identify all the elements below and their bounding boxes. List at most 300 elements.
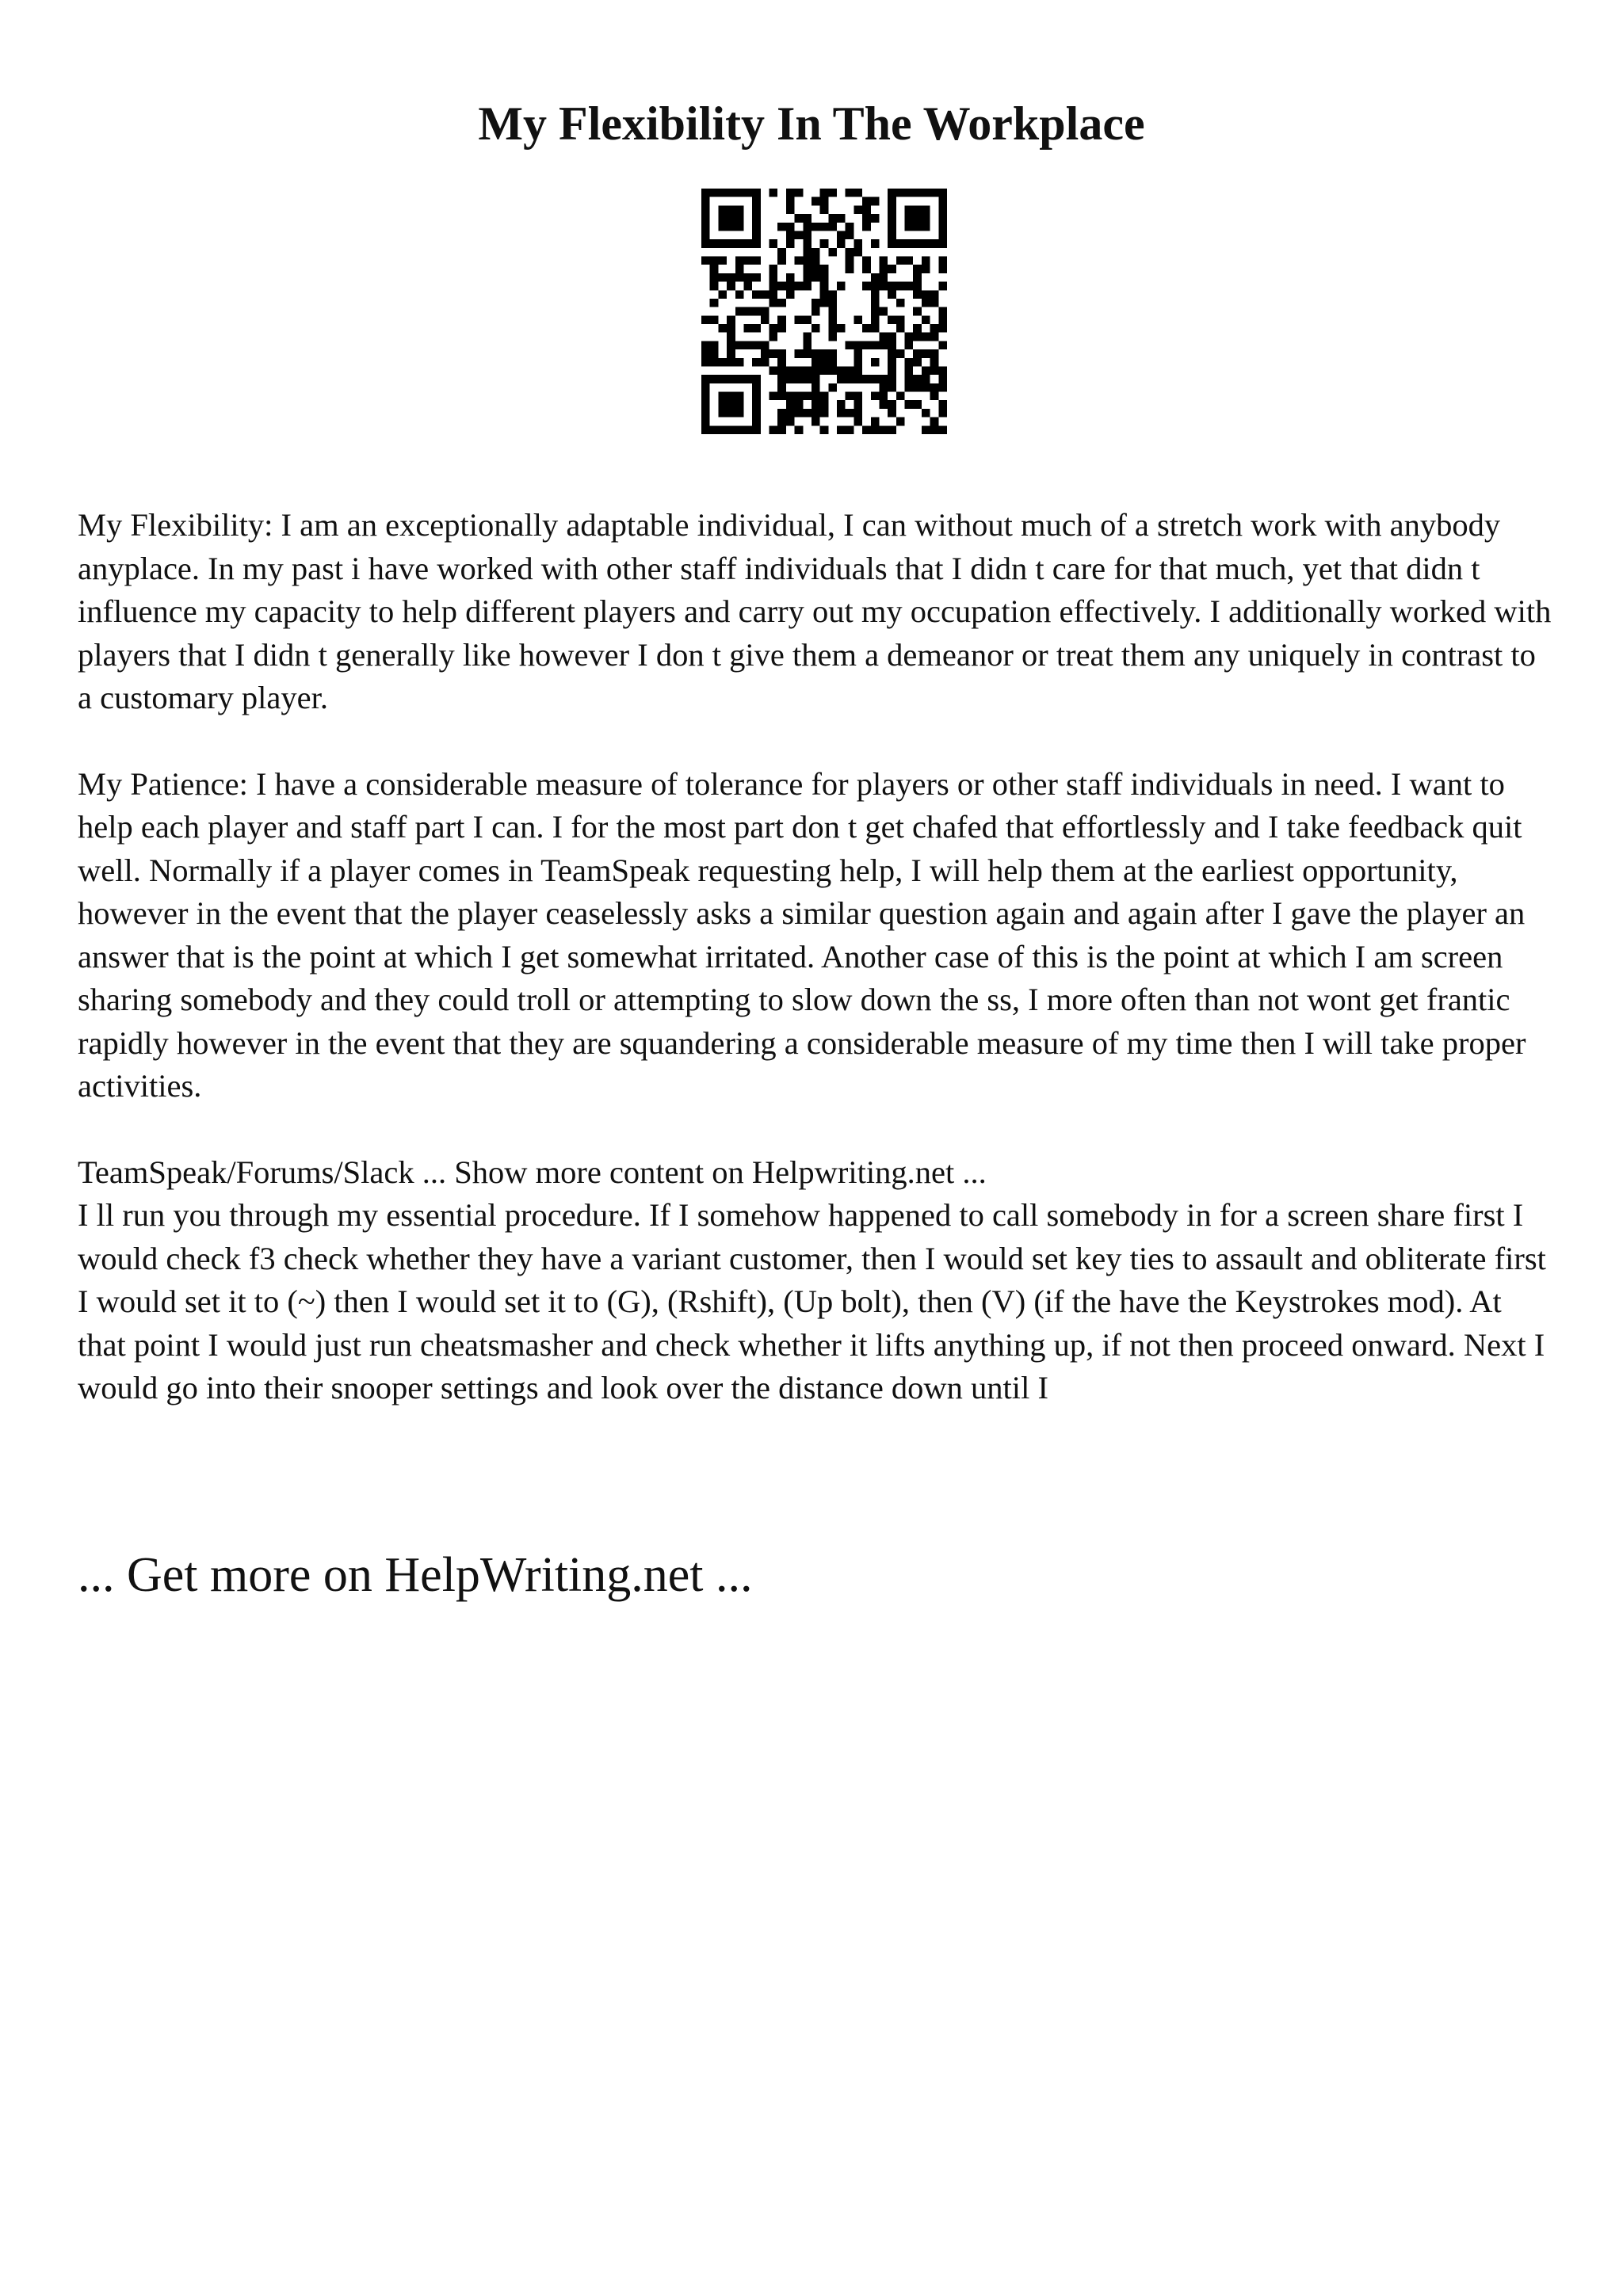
qr-module — [922, 315, 930, 324]
qr-module — [701, 231, 710, 239]
qr-module — [786, 282, 795, 291]
qr-module — [803, 282, 812, 291]
qr-module — [795, 375, 804, 383]
qr-module — [735, 239, 744, 248]
qr-module — [718, 257, 727, 265]
qr-module — [862, 425, 871, 434]
qr-module — [761, 349, 769, 358]
qr-module — [718, 358, 727, 367]
qr-module — [862, 197, 871, 206]
qr-module — [718, 392, 727, 401]
qr-module — [879, 307, 888, 316]
qr-module — [888, 290, 896, 299]
qr-module — [888, 214, 896, 223]
qr-module — [871, 307, 880, 316]
qr-module — [846, 375, 854, 383]
qr-module — [701, 358, 710, 367]
qr-module — [718, 425, 727, 434]
qr-module — [786, 197, 795, 206]
qr-module — [735, 358, 744, 367]
qr-module — [938, 257, 947, 265]
qr-module — [752, 358, 761, 367]
qr-module — [930, 324, 939, 333]
qr-module — [727, 282, 735, 291]
show-more-line[interactable]: TeamSpeak/Forums/Slack ... Show more content on Helpwriting.net ... — [78, 1154, 987, 1190]
qr-module — [820, 366, 829, 375]
qr-module — [803, 223, 812, 231]
qr-module — [710, 315, 719, 324]
qr-module — [888, 239, 896, 248]
qr-module — [820, 349, 829, 358]
qr-module — [846, 425, 854, 434]
qr-module — [795, 400, 804, 409]
qr-module — [710, 299, 719, 307]
qr-module — [727, 409, 735, 418]
qr-module — [735, 290, 744, 299]
qr-module — [888, 341, 896, 349]
qr-module — [879, 383, 888, 392]
qr-module — [710, 358, 719, 367]
qr-module — [769, 189, 778, 197]
qr-module — [752, 341, 761, 349]
qr-module — [786, 231, 795, 239]
qr-module — [718, 214, 727, 223]
qr-module — [727, 341, 735, 349]
qr-module — [752, 383, 761, 392]
qr-module — [777, 324, 786, 333]
qr-module — [930, 290, 939, 299]
qr-module — [812, 400, 820, 409]
qr-module — [871, 290, 880, 299]
qr-module — [812, 248, 820, 257]
qr-module — [922, 333, 930, 341]
qr-module — [820, 290, 829, 299]
qr-module — [888, 315, 896, 324]
qr-code-icon — [701, 189, 947, 434]
paragraph-flexibility: My Flexibility: I am an exceptionally adaptable individual, I can without much of a stretch work with anybody anyplace. In my past i have worked with other staff individuals that I didn t care for that much, yet that didn t influence my capacity to help different players and carry out my occupation effectively. I additionally worked with players that I didn t generally like however I don t give them a demeanor or treat them any uniquely in contrast to a customary player. — [78, 507, 1552, 715]
qr-module — [735, 392, 744, 401]
qr-module — [854, 418, 862, 426]
qr-module — [888, 223, 896, 231]
qr-module — [710, 265, 719, 273]
qr-module — [786, 392, 795, 401]
qr-module — [879, 333, 888, 341]
qr-module — [938, 231, 947, 239]
qr-module — [896, 257, 905, 265]
qr-module — [769, 290, 778, 299]
qr-module — [786, 409, 795, 418]
qr-module — [735, 214, 744, 223]
qr-module — [710, 349, 719, 358]
qr-module — [846, 265, 854, 273]
qr-module — [896, 299, 905, 307]
qr-module — [922, 205, 930, 214]
qr-module — [820, 299, 829, 307]
qr-module — [938, 205, 947, 214]
qr-module — [701, 392, 710, 401]
qr-module — [913, 375, 922, 383]
qr-module — [922, 239, 930, 248]
qr-module — [913, 307, 922, 316]
qr-module — [905, 257, 914, 265]
qr-module — [828, 333, 837, 341]
qr-module — [769, 324, 778, 333]
qr-module — [786, 400, 795, 409]
qr-module — [862, 205, 871, 214]
qr-module — [701, 383, 710, 392]
qr-module — [854, 349, 862, 358]
qr-module — [846, 341, 854, 349]
qr-module — [938, 409, 947, 418]
qr-module — [938, 324, 947, 333]
qr-module — [922, 290, 930, 299]
qr-module — [862, 282, 871, 291]
qr-module — [812, 375, 820, 383]
qr-module — [888, 282, 896, 291]
qr-module — [820, 223, 829, 231]
qr-module — [905, 366, 914, 375]
qr-module — [846, 366, 854, 375]
qr-module — [828, 223, 837, 231]
qr-module — [795, 349, 804, 358]
qr-module — [735, 265, 744, 273]
qr-module — [871, 341, 880, 349]
qr-module — [846, 223, 854, 231]
qr-module — [761, 307, 769, 316]
qr-module — [871, 358, 880, 367]
qr-module — [930, 383, 939, 392]
qr-module — [803, 333, 812, 341]
paragraph-patience: My Patience: I have a considerable measure of tolerance for players or other staff individuals in need. I want to help each player and staff part I can. I for the most part don t get chafed that effortlessly and I take feedback quit well. Normally if a player comes in TeamSpeak requesting help, I will help them at the earliest opportunity, however in the event that the player ceaselessly asks a similar question again and again after I gave the player an answer that is the point at which I get somewhat irritated. Another case of this is the point at which I am screen sharing somebody and they could troll or attempting to slow down the ss, I more often than not wont get frantic rapidly however in the event that they are squandering a considerable measure of my time then I will take proper activities. — [78, 765, 1526, 1104]
qr-module — [871, 214, 880, 223]
qr-module — [786, 205, 795, 214]
qr-module — [812, 383, 820, 392]
qr-module — [735, 341, 744, 349]
qr-module — [701, 375, 710, 383]
qr-module — [888, 409, 896, 418]
qr-module — [913, 383, 922, 392]
qr-module — [828, 358, 837, 367]
qr-module — [888, 349, 896, 358]
qr-module — [913, 189, 922, 197]
qr-module — [752, 375, 761, 383]
qr-module — [752, 425, 761, 434]
qr-module — [905, 341, 914, 349]
qr-module — [888, 189, 896, 197]
qr-module — [710, 257, 719, 265]
qr-module — [786, 239, 795, 248]
qr-module — [871, 273, 880, 282]
qr-module — [938, 197, 947, 206]
qr-module — [938, 265, 947, 273]
qr-module — [701, 205, 710, 214]
qr-module — [905, 189, 914, 197]
qr-module — [938, 341, 947, 349]
qr-module — [930, 425, 939, 434]
qr-module — [922, 214, 930, 223]
qr-module — [820, 265, 829, 273]
qr-module — [871, 239, 880, 248]
qr-module — [922, 223, 930, 231]
qr-module — [701, 214, 710, 223]
qr-module — [777, 299, 786, 307]
qr-module — [820, 282, 829, 291]
qr-module — [769, 349, 778, 358]
qr-module — [930, 333, 939, 341]
qr-module — [786, 418, 795, 426]
qr-module — [777, 282, 786, 291]
qr-module — [913, 290, 922, 299]
qr-module — [862, 223, 871, 231]
qr-module — [828, 366, 837, 375]
qr-module — [938, 375, 947, 383]
qr-module — [769, 265, 778, 273]
qr-module — [879, 392, 888, 401]
qr-module — [727, 392, 735, 401]
qr-module — [905, 214, 914, 223]
qr-module — [701, 418, 710, 426]
qr-module — [786, 223, 795, 231]
qr-module — [812, 299, 820, 307]
qr-module — [761, 315, 769, 324]
qr-module — [938, 223, 947, 231]
qr-module — [871, 315, 880, 324]
qr-module — [735, 257, 744, 265]
qr-module — [862, 214, 871, 223]
qr-module — [871, 197, 880, 206]
qr-module — [795, 257, 804, 265]
qr-module — [803, 349, 812, 358]
qr-module — [812, 366, 820, 375]
qr-module — [820, 273, 829, 282]
qr-module — [896, 392, 905, 401]
qr-module — [913, 324, 922, 333]
qr-module — [777, 223, 786, 231]
qr-module — [922, 383, 930, 392]
qr-module — [896, 315, 905, 324]
qr-module — [803, 366, 812, 375]
qr-module — [922, 366, 930, 375]
qr-module — [803, 231, 812, 239]
qr-module — [743, 189, 752, 197]
qr-module — [879, 400, 888, 409]
article-body — [78, 504, 1552, 1453]
qr-module — [820, 392, 829, 401]
qr-module — [854, 189, 862, 197]
qr-module — [727, 324, 735, 333]
qr-module — [938, 425, 947, 434]
qr-module — [769, 239, 778, 248]
qr-module — [871, 299, 880, 307]
qr-module — [930, 418, 939, 426]
qr-module — [727, 205, 735, 214]
qr-module — [896, 324, 905, 333]
qr-module — [752, 239, 761, 248]
qr-module — [888, 197, 896, 206]
qr-module — [888, 425, 896, 434]
qr-module — [777, 418, 786, 426]
qr-module — [752, 214, 761, 223]
qr-module — [913, 273, 922, 282]
paragraph-procedure: I ll run you through my essential procedure. If I somehow happened to call somebody in for a screen share first I would check f3 check whether they have a variant customer, then I would set key ties to assault and obliterate first I would set it to (~) then I would set it to (G), (Rshift), (Up bolt), then (V) (if the have the Keystrokes mod). At that point I would just run cheatsmasher and check whether it lifts anything up, if not then proceed onward. Next I would go into their snooper settings and look over the distance down until I — [78, 1197, 1546, 1405]
qr-module — [761, 290, 769, 299]
qr-module — [888, 400, 896, 409]
qr-module — [871, 375, 880, 383]
qr-module — [905, 333, 914, 341]
qr-module — [777, 392, 786, 401]
qr-module — [752, 231, 761, 239]
qr-module — [718, 189, 727, 197]
qr-module — [854, 341, 862, 349]
qr-module — [828, 324, 837, 333]
qr-module — [913, 358, 922, 367]
qr-module — [938, 366, 947, 375]
qr-module — [803, 214, 812, 223]
qr-module — [913, 239, 922, 248]
qr-module — [820, 409, 829, 418]
qr-module — [879, 273, 888, 282]
qr-module — [727, 273, 735, 282]
qr-module — [905, 358, 914, 367]
qr-module — [938, 282, 947, 291]
qr-module — [837, 239, 846, 248]
qr-module — [905, 400, 914, 409]
qr-module — [718, 409, 727, 418]
qr-module — [769, 425, 778, 434]
qr-module — [795, 392, 804, 401]
qr-module — [812, 392, 820, 401]
qr-module — [854, 366, 862, 375]
qr-module — [803, 392, 812, 401]
qr-module — [828, 383, 837, 392]
get-more-link[interactable]: ... Get more on HelpWriting.net ... — [78, 1548, 753, 1602]
qr-module — [888, 333, 896, 341]
qr-module — [735, 409, 744, 418]
qr-module — [837, 375, 846, 383]
qr-module — [854, 248, 862, 257]
qr-module — [896, 282, 905, 291]
qr-module — [913, 223, 922, 231]
qr-module — [812, 273, 820, 282]
qr-module — [837, 400, 846, 409]
qr-module — [803, 375, 812, 383]
qr-module — [812, 307, 820, 316]
qr-module — [710, 425, 719, 434]
qr-module — [710, 375, 719, 383]
qr-module — [871, 418, 880, 426]
qr-module — [803, 273, 812, 282]
qr-module — [710, 189, 719, 197]
qr-module — [812, 265, 820, 273]
qr-module — [752, 189, 761, 197]
qr-module — [718, 223, 727, 231]
qr-module — [828, 315, 837, 324]
qr-module — [718, 400, 727, 409]
qr-module — [820, 425, 829, 434]
qr-module — [820, 358, 829, 367]
qr-module — [761, 358, 769, 367]
qr-module — [743, 273, 752, 282]
qr-module — [786, 273, 795, 282]
qr-module — [718, 324, 727, 333]
qr-module — [735, 205, 744, 214]
qr-module — [701, 400, 710, 409]
qr-module — [727, 375, 735, 383]
qr-module — [786, 290, 795, 299]
qr-module — [846, 257, 854, 265]
qr-module — [743, 341, 752, 349]
qr-module — [854, 375, 862, 383]
qr-module — [710, 273, 719, 282]
qr-module — [896, 349, 905, 358]
qr-module — [922, 189, 930, 197]
qr-module — [913, 214, 922, 223]
qr-module — [879, 341, 888, 349]
qr-module — [828, 349, 837, 358]
qr-module — [828, 248, 837, 257]
qr-module — [743, 282, 752, 291]
qr-module — [820, 239, 829, 248]
qr-module — [777, 257, 786, 265]
qr-module — [752, 257, 761, 265]
qr-module — [727, 400, 735, 409]
qr-module — [862, 324, 871, 333]
qr-module — [913, 265, 922, 273]
qr-module — [828, 299, 837, 307]
qr-module — [905, 223, 914, 231]
qr-module — [913, 205, 922, 214]
qr-module — [837, 425, 846, 434]
qr-module — [777, 375, 786, 383]
qr-module — [837, 324, 846, 333]
qr-module — [888, 358, 896, 367]
qr-module — [803, 257, 812, 265]
qr-module — [735, 223, 744, 231]
qr-module — [803, 315, 812, 324]
qr-module — [803, 265, 812, 273]
qr-module — [777, 358, 786, 367]
qr-module — [846, 189, 854, 197]
qr-module — [727, 315, 735, 324]
qr-module — [701, 239, 710, 248]
qr-module — [879, 257, 888, 265]
qr-module — [777, 409, 786, 418]
qr-module — [905, 383, 914, 392]
qr-module — [913, 282, 922, 291]
qr-module — [727, 358, 735, 367]
qr-module — [846, 248, 854, 257]
qr-module — [769, 282, 778, 291]
qr-module — [743, 324, 752, 333]
qr-module — [718, 375, 727, 383]
qr-module — [727, 333, 735, 341]
qr-module — [896, 189, 905, 197]
qr-module — [837, 231, 846, 239]
qr-module — [795, 282, 804, 291]
qr-module — [812, 409, 820, 418]
qr-module — [701, 425, 710, 434]
qr-module — [938, 239, 947, 248]
qr-module — [846, 392, 854, 401]
qr-module — [812, 197, 820, 206]
qr-module — [837, 214, 846, 223]
qr-module — [735, 375, 744, 383]
qr-module — [752, 290, 761, 299]
qr-module — [761, 341, 769, 349]
qr-module — [710, 239, 719, 248]
qr-module — [828, 290, 837, 299]
qr-module — [930, 366, 939, 375]
